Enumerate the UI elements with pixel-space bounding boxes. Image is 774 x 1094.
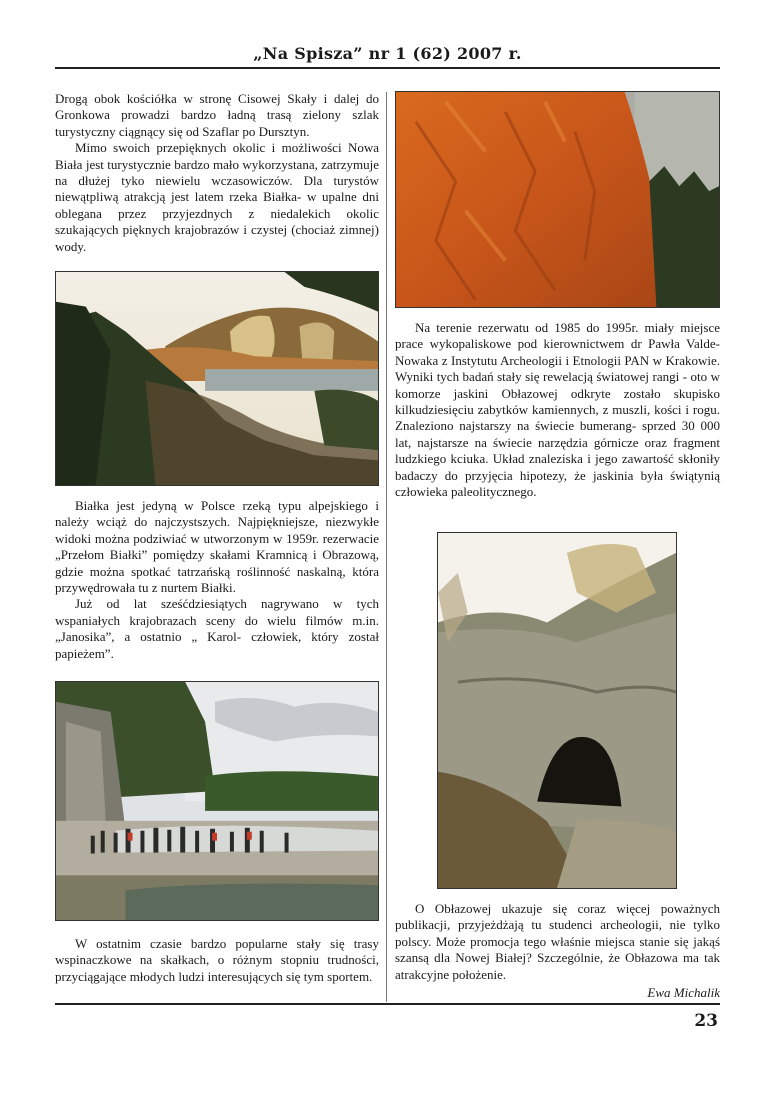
footer-rule [55, 1003, 720, 1005]
page-header: „Na Spisza” nr 1 (62) 2007 r. [253, 44, 522, 63]
paragraph: Już od lat sześćdziesiątych nagrywano w tych wspaniałych krajobrazach sceny do wielu filmów m.in. „Janosika”, a ostatnio „ Karol- człowiek, który został papieżem”. [55, 596, 379, 661]
photo-orange-rock-face [395, 91, 720, 308]
right-text-block-1 [395, 320, 720, 500]
paragraph: W ostatnim czasie bardzo popularne stały się trasy wspinaczkowe na skałkach, o różnym stopniu trudności, przyciągające młodych ludzi interesujących się tym sportem. [55, 936, 379, 984]
column-divider [386, 92, 387, 1002]
photo-river-gorge-rocks [55, 271, 379, 486]
photo-oblazowa-cave [437, 532, 677, 889]
left-text-block-1 [55, 91, 379, 255]
right-text-block-2 [395, 901, 720, 983]
page-number: 23 [694, 1011, 718, 1031]
paragraph: Mimo swoich przepięknych okolic i możliwości Nowa Biała jest turystycznie bardzo mało wykorzystana, zatrzymuje na dłużej tyko niewielu wczasowiczów. Dla turystów niewątpliwą atrakcją jest latem rzeka Białka- w upalne dni oblegana przez przyjezdnych z niedalekich okolic szukających pięknych krajobrazów i czystej (chociaż zimnej) wody. [55, 140, 379, 254]
author-signature: Ewa Michalik [647, 985, 720, 1000]
paragraph: Białka jest jedyną w Polsce rzeką typu alpejskiego i należy wciąż do najczystszych. Najpiękniejsze, niezwykłe widoki można podziwiać w utworzonym w 1959r. rezerwacie „Przełom Białki” pomiędzy skałami Kramnicą i Obrazową, gdzie można spotkać tatrzańską roślinność naskalną, która przywędrowała tu z nurtem Białki. [55, 498, 379, 596]
paragraph: Drogą obok kościółka w stronę Cisowej Skały i dalej do Gronkowa prowadzi bardzo ładną trasą zielony szlak turystyczny ciągnący się od Szaflar po Dursztyn. [55, 91, 379, 139]
paragraph: Na terenie rezerwatu od 1985 do 1995r. miały miejsce prace wykopaliskowe pod kierownictwem dr Pawła Valde-Nowaka z Instytutu Archeologii i Etnologii PAN w Krakowie. Wyniki tych badań stały się rewelacją światowej rangi - oto w komorze jaskini Obłazowej odkryte zostało skupisko kilkudziesięciu zabytków kamiennych, z muszli, kości i rogu. Znaleziono najstarszy na świecie bumerang- sprzed 30 000 lat, najstarsze na świecie narzędzia górnicze oraz fragment ludzkiego kciuka. Układ znaleziska i jego zawartość skłoniły badaczy do przyjęcia hipotezy, że jaskinia była świątynią człowieka paleolitycznego. [395, 320, 720, 500]
paragraph: O Obłazowej ukazuje się coraz więcej poważnych publikacji, przyjeżdżają tu studenci archeologii, nie tylko polscy. Może promocja tego właśnie miejsca stanie się jakąś szansą dla Nowej Białej? Szczególnie, że Obłazowa ma tak atrakcyjne położenie. [395, 901, 720, 982]
header-rule [55, 67, 720, 69]
left-text-block-2 [55, 498, 379, 662]
left-text-block-3 [55, 936, 379, 985]
photo-climbers-riverbank [55, 681, 379, 921]
